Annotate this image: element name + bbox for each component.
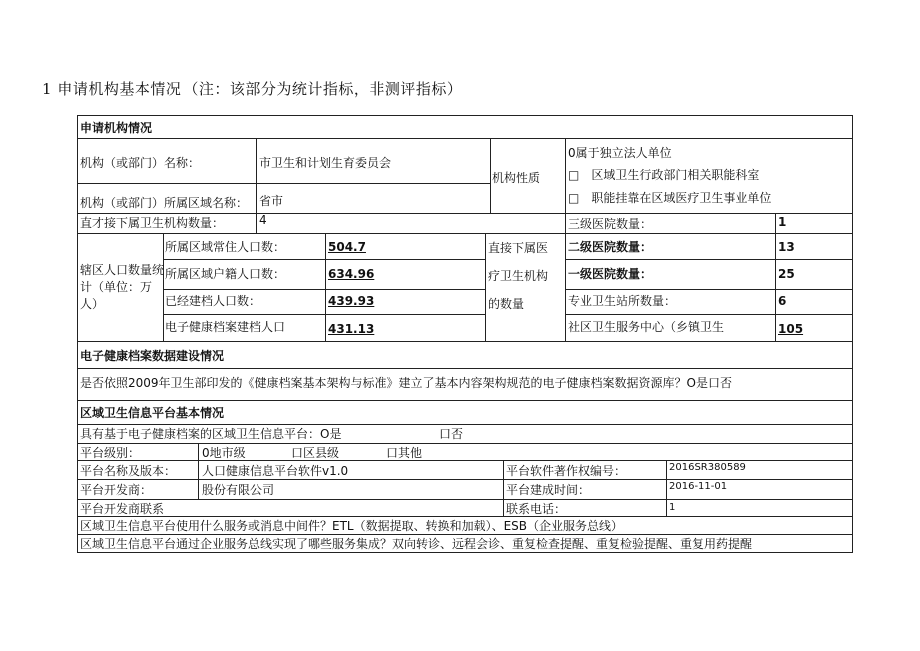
org-region-value: 省市 [259, 194, 284, 208]
heading-title: 申请机构基本情况 [57, 80, 182, 98]
col-divider [325, 233, 326, 341]
col-divider [565, 213, 566, 341]
ehr-question: 是否依照2009年卫生部印发的《健康档案基本架构与标准》建立了基本内容架构规范的电子健康档案数据资源库？O是口否 [80, 376, 732, 390]
build-time-value: 2016-11-01 [669, 481, 728, 492]
platform-level-option: 口其他 [386, 446, 423, 460]
row-divider [565, 314, 852, 315]
phone-value: 1 [669, 502, 676, 513]
org-nature-option: 0属于独立法人单位 [568, 146, 672, 160]
col-divider [775, 213, 776, 341]
subordinate-value: 6 [778, 294, 787, 308]
population-value: 439.93 [328, 294, 375, 308]
col-divider [565, 138, 566, 213]
col-divider [666, 460, 667, 516]
col-divider [198, 443, 199, 499]
population-label: 电子健康档案建档人口 [165, 320, 286, 334]
section-title-org: 申请机构情况 [80, 121, 153, 135]
platform-level-option: 0地市级 [202, 446, 246, 460]
org-region-label: 机构（或部门）所属区域名称： [80, 196, 249, 210]
row-divider [78, 516, 852, 517]
developer-value: 股份有限公司 [202, 483, 275, 497]
page-heading [42, 78, 462, 99]
application-form-table [77, 115, 853, 553]
subordinate-value: 13 [778, 240, 795, 254]
population-group-label [80, 262, 164, 313]
row-divider [78, 138, 852, 139]
row-divider [163, 314, 485, 315]
subordinate-label: 二级医院数量： [568, 240, 653, 254]
heading-number: 1 [42, 80, 53, 98]
org-nature-option: □ 职能挂靠在区域医疗卫生事业单位 [568, 191, 772, 205]
platform-level-option: 口区县级 [291, 446, 340, 460]
row-divider [163, 289, 485, 290]
population-label: 所属区域户籍人口数： [165, 267, 286, 281]
section-title-platform: 区域卫生信息平台基本情况 [80, 406, 225, 420]
heading-note: （注：该部分为统计指标，非测评指标） [183, 80, 463, 98]
subordinate-label-line: 的数量 [488, 297, 525, 311]
developer-label: 平台开发商： [80, 483, 153, 497]
middleware-question: 区域卫生信息平台使用什么服务或消息中间件？ETL（数据提取、转换和加载）、ESB（企业服务总线） [80, 519, 624, 533]
platform-name-label: 平台名称及版本： [80, 464, 177, 478]
row-divider [78, 368, 852, 369]
row-divider [78, 400, 852, 401]
population-label: 所属区域常住人口数： [165, 240, 286, 254]
copyright-label: 平台软件著作权编号： [506, 464, 627, 478]
subordinate-label: 专业卫生站所数量： [568, 294, 677, 308]
subordinate-label: 社区卫生服务中心（乡镇卫生 [568, 320, 725, 334]
subordinate-label-line: 疗卫生机构 [488, 269, 549, 283]
org-name-value: 市卫生和计划生育委员会 [259, 156, 392, 170]
integration-question: 区域卫生信息平台通过企业服务总线实现了哪些服务集成？双向转诊、远程会诊、重复检查提醒、重复检验提醒、重复用药提醒 [80, 537, 753, 551]
col-divider [503, 460, 504, 516]
has-platform-label: 具有基于电子健康档案的区域卫生信息平台：O是 [80, 427, 342, 441]
col-divider [485, 233, 486, 341]
row-divider [78, 479, 852, 480]
platform-level-label: 平台级别： [80, 446, 141, 460]
row-divider [78, 213, 852, 214]
subordinate-label: 一级医院数量： [568, 267, 653, 281]
subordinate-value: 105 [778, 322, 804, 336]
copyright-value: 2016SR380589 [669, 462, 746, 473]
row-divider [78, 499, 852, 500]
platform-name-value: 人口健康信息平台软件v1.0 [202, 464, 349, 478]
build-time-label: 平台建成时间： [506, 483, 591, 497]
subordinate-value: 25 [778, 267, 795, 281]
row-divider [163, 259, 485, 260]
org-nature-option: □ 区域卫生行政部门相关职能科室 [568, 168, 760, 182]
row-divider [78, 534, 852, 535]
population-label-line: 计（单位：万 [80, 280, 153, 294]
col-divider [256, 213, 257, 233]
subordinate-label: 三级医院数量： [568, 217, 653, 231]
population-label-line: 人） [80, 297, 105, 311]
direct-count-label: 直才接下属卫生机构数量： [80, 216, 225, 230]
population-value: 431.13 [328, 322, 375, 336]
direct-count-value: 4 [259, 213, 267, 227]
population-label-line: 辖区人口数量统 [80, 263, 165, 277]
col-divider [490, 138, 491, 213]
org-name-label: 机构（或部门）名称： [80, 156, 201, 170]
row-divider [78, 443, 852, 444]
row-divider [78, 233, 852, 234]
row-divider [565, 289, 852, 290]
org-nature-label: 机构性质 [492, 171, 541, 185]
section-title-ehr: 电子健康档案数据建设情况 [80, 349, 225, 363]
population-value: 634.96 [328, 267, 375, 281]
subordinate-value: 1 [778, 215, 787, 229]
row-divider [78, 341, 852, 342]
row-divider [78, 183, 490, 184]
population-value: 504.7 [328, 240, 366, 254]
col-divider [256, 138, 257, 213]
row-divider [78, 424, 852, 425]
has-platform-no: 口否 [439, 427, 464, 441]
subordinate-label-line: 直接下属医 [488, 241, 549, 255]
population-label: 已经建档人口数： [165, 294, 262, 308]
developer-contact-label: 平台开发商联系 [80, 502, 165, 516]
subordinate-group-label [488, 234, 548, 318]
row-divider [565, 259, 852, 260]
phone-label: 联系电话： [506, 502, 567, 516]
